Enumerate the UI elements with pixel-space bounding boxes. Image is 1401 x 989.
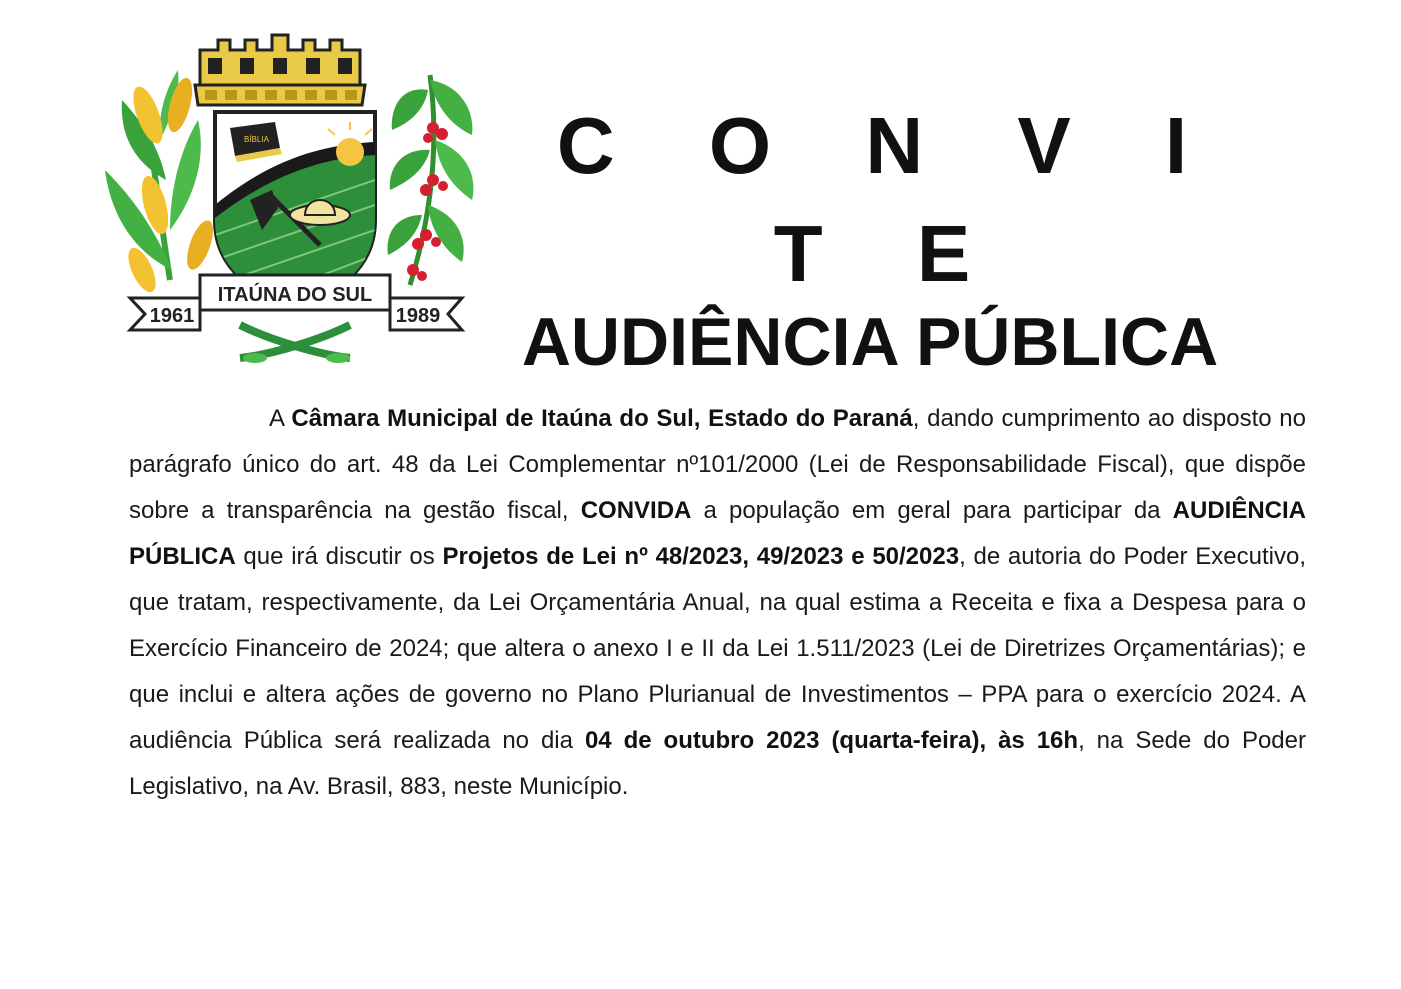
text-run-bold: AUDIÊNCIA PÚBLICA — [129, 497, 1306, 570]
text-run: que irá discutir os — [235, 543, 443, 570]
text-run-bold: Projetos de Lei nº 48/2023, 49/2023 e 50/2023 — [442, 543, 960, 570]
mural-crown-icon — [195, 35, 365, 105]
crossed-ribbons-icon — [240, 325, 350, 363]
page-subtitle: AUDIÊNCIA PÚBLICA — [521, 304, 1219, 380]
text-run: , dando cumprimento ao disposto no parágrafo único do art. 48 da Lei Complementar nº101/2000 (Lei de Responsabilidade Fiscal), que dispõe sobre a transparência na gestão fiscal, — [129, 405, 1306, 524]
text-run: a população em geral para participar da — [691, 497, 1173, 524]
text-run-bold: CONVIDA — [580, 497, 692, 524]
svg-text:BÍBLIA: BÍBLIA — [244, 135, 269, 144]
text-run: , de autoria do Poder Executivo, que tratam, respectivamente, da Lei Orçamentária Anual, na qual estima a Receita e fixa a Despesa para o Exercício Financeiro de 2024; que altera o anexo I e II da Lei 1.511/2023 (Lei de Diretrizes Orçamentárias); e que inclui e altera ações de governo no Plano Plurianual de Investimentos – PPA para o exercício 2024. A audiência Pública será realizada no dia — [129, 543, 1306, 754]
text-run-bold: 04 de outubro 2023 (quarta-feira), às 16h — [584, 727, 1079, 754]
text-run-bold: Câmara Municipal de Itaúna do Sul, Estado do Paraná — [291, 405, 913, 432]
invitation-paragraph — [129, 396, 1306, 810]
coffee-branch-icon — [387, 75, 473, 285]
text-run: , na Sede do Poder Legislativo, na Av. Brasil, 883, neste Município. — [129, 727, 1306, 800]
page-title: C O N V I T E — [556, 101, 1224, 298]
svg-text:1989: 1989 — [395, 305, 441, 327]
svg-text:1961: 1961 — [149, 305, 195, 327]
municipal-crest — [100, 30, 480, 370]
svg-text:ITAÚNA DO SUL: ITAÚNA DO SUL — [217, 284, 373, 306]
title-block — [480, 92, 1260, 382]
text-run: A — [269, 405, 292, 432]
